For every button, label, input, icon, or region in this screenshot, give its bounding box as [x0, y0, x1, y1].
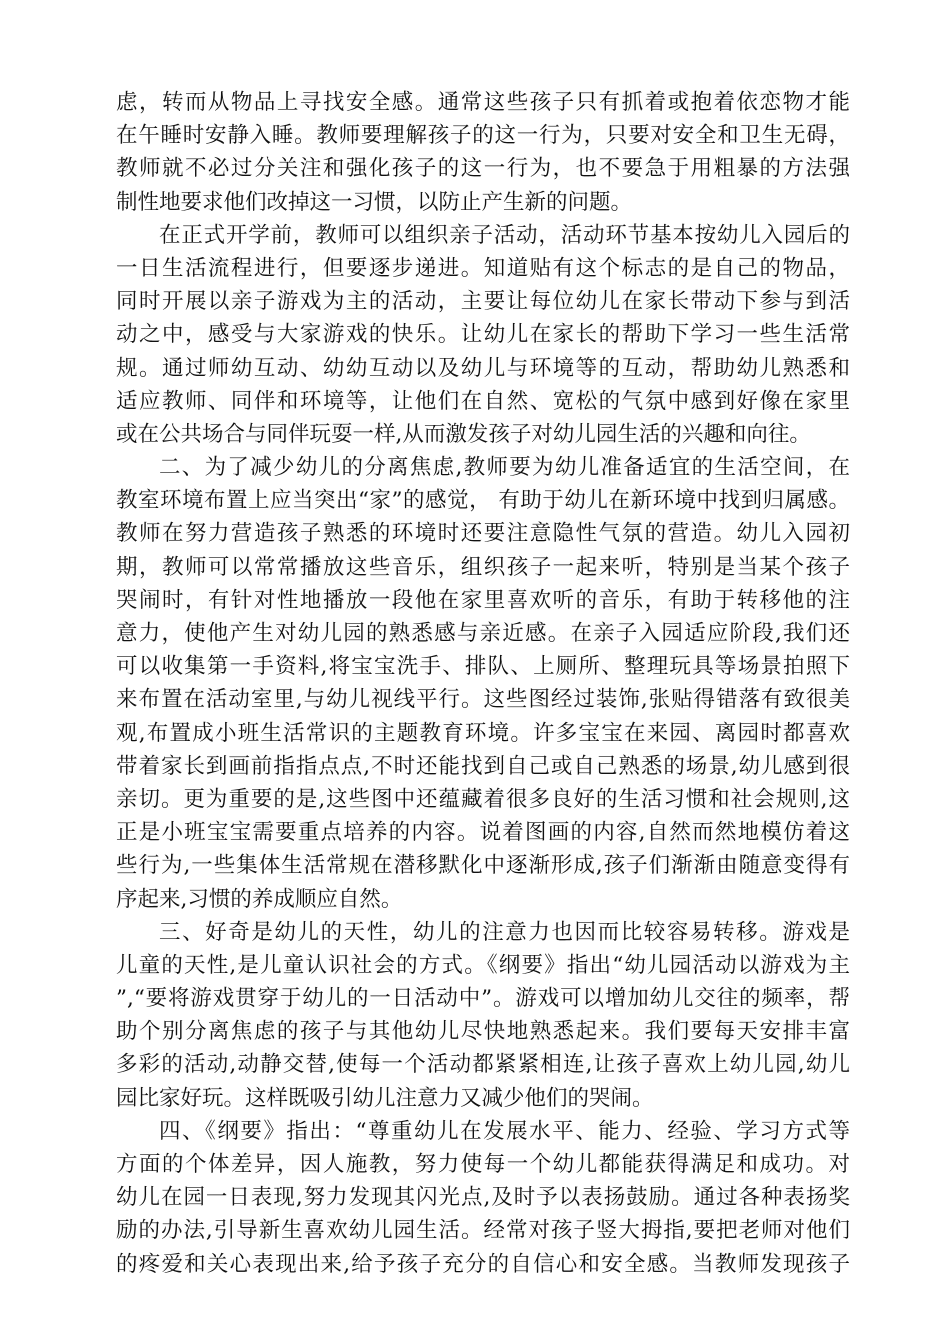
text-line: 带着家长到画前指指点点,不时还能找到自己或自己熟悉的场景,幼儿感到很: [116, 753, 850, 779]
paragraph: [116, 451, 850, 916]
text-line: 同时开展以亲子游戏为主的活动，主要让每位幼儿在家长带动下参与到活: [116, 289, 850, 315]
text-line: 序起来,习惯的养成顺应自然。: [116, 886, 403, 912]
text-line: 的疼爱和关心表现出来,给予孩子充分的自信心和安全感。当教师发现孩子: [116, 1251, 850, 1277]
paragraph: [116, 916, 850, 1115]
text-line: 园比家好玩。这样既吸引幼儿注意力又减少他们的哭闹。: [116, 1085, 654, 1111]
text-line: ”,“要将游戏贯穿于幼儿的一日活动中”。游戏可以增加幼儿交往的频率，帮: [116, 986, 850, 1012]
text-line: 制性地要求他们改掉这一习惯，以防止产生新的问题。: [116, 189, 633, 215]
text-line: 或在公共场合与同伴玩耍一样,从而激发孩子对幼儿园生活的兴趣和向往。: [116, 421, 811, 447]
text-line: 正是小班宝宝需要重点培养的内容。说着图画的内容,自然而然地模仿着这: [116, 820, 850, 846]
text-line: 适应教师、同伴和环境等，让他们在自然、宽松的气氛中感到好像在家里: [116, 388, 850, 414]
text-line: 一日生活流程进行，但要逐步递进。知道贴有这个标志的是自己的物品，: [116, 255, 850, 281]
text-line: 三、好奇是幼儿的天性，幼儿的注意力也因而比较容易转移。游戏是: [159, 919, 850, 945]
text-line: 期，教师可以常常播放这些音乐，组织孩子一起来听，特别是当某个孩子: [116, 554, 850, 580]
text-line: 助个别分离焦虑的孩子与其他幼儿尽快地熟悉起来。我们要每天安排丰富: [116, 1019, 850, 1045]
text-line: 四、《纲要》指出：“尊重幼儿在发展水平、能力、经验、学习方式等: [159, 1118, 850, 1144]
text-line: 可以收集第一手资料,将宝宝洗手、排队、上厕所、整理玩具等场景拍照下: [116, 654, 850, 680]
text-line: 在正式开学前，教师可以组织亲子活动，活动环节基本按幼儿入园后的: [159, 222, 850, 248]
document-body: [116, 86, 850, 1281]
text-line: 规。通过师幼互动、幼幼互动以及幼儿与环境等的互动，帮助幼儿熟悉和: [116, 355, 850, 381]
text-line: 些行为,一些集体生活常规在潜移默化中逐渐形成,孩子们渐渐由随意变得有: [116, 853, 850, 879]
text-line: 教师就不必过分关注和强化孩子的这一行为，也不要急于用粗暴的方法强: [116, 156, 850, 182]
text-line: 虑，转而从物品上寻找安全感。通常这些孩子只有抓着或抱着依恋物才能: [116, 90, 850, 115]
text-line: 来布置在活动室里,与幼儿视线平行。这些图经过装饰,张贴得错落有致很美: [116, 687, 850, 713]
text-line: 在午睡时安静入睡。教师要理解孩子的这一行为，只要对安全和卫生无碍，: [116, 123, 850, 149]
paragraph: [116, 86, 850, 219]
text-line: 动之中，感受与大家游戏的快乐。让幼儿在家长的帮助下学习一些生活常: [116, 322, 850, 348]
text-line: 教室环境布置上应当突出“家”的感觉， 有助于幼儿在新环境中找到归属感。: [116, 488, 850, 514]
text-line: 儿童的天性,是儿童认识社会的方式。《纲要》指出“幼儿园活动以游戏为主: [116, 952, 850, 978]
paragraph: [116, 219, 850, 451]
text-line: 幼儿在园一日表现,努力发现其闪光点,及时予以表扬鼓励。通过各种表扬奖: [116, 1185, 850, 1211]
paragraph: [116, 1115, 850, 1281]
text-line: 亲切。更为重要的是,这些图中还蕴藏着很多良好的生活习惯和社会规则,这: [116, 786, 850, 812]
text-line: 方面的个体差异，因人施教，努力使每一个幼儿都能获得满足和成功。对: [116, 1152, 850, 1177]
text-line: 二、为了减少幼儿的分离焦虑,教师要为幼儿准备适宜的生活空间，在: [159, 455, 850, 481]
text-line: 观,布置成小班生活常识的主题教育环境。许多宝宝在来园、离园时都喜欢: [116, 720, 850, 746]
text-line: 意力，使他产生对幼儿园的熟悉感与亲近感。在亲子入园适应阶段,我们还: [116, 621, 850, 646]
text-line: 教师在努力营造孩子熟悉的环境时还要注意隐性气氛的营造。幼儿入园初: [116, 521, 850, 547]
text-line: 励的办法,引导新生喜欢幼儿园生活。经常对孩子竖大拇指,要把老师对他们: [116, 1218, 850, 1244]
text-line: 多彩的活动,动静交替,使每一个活动都紧紧相连,让孩子喜欢上幼儿园,幼儿: [116, 1052, 850, 1078]
text-line: 哭闹时，有针对性地播放一段他在家里喜欢听的音乐，有助于转移他的注: [116, 587, 850, 613]
